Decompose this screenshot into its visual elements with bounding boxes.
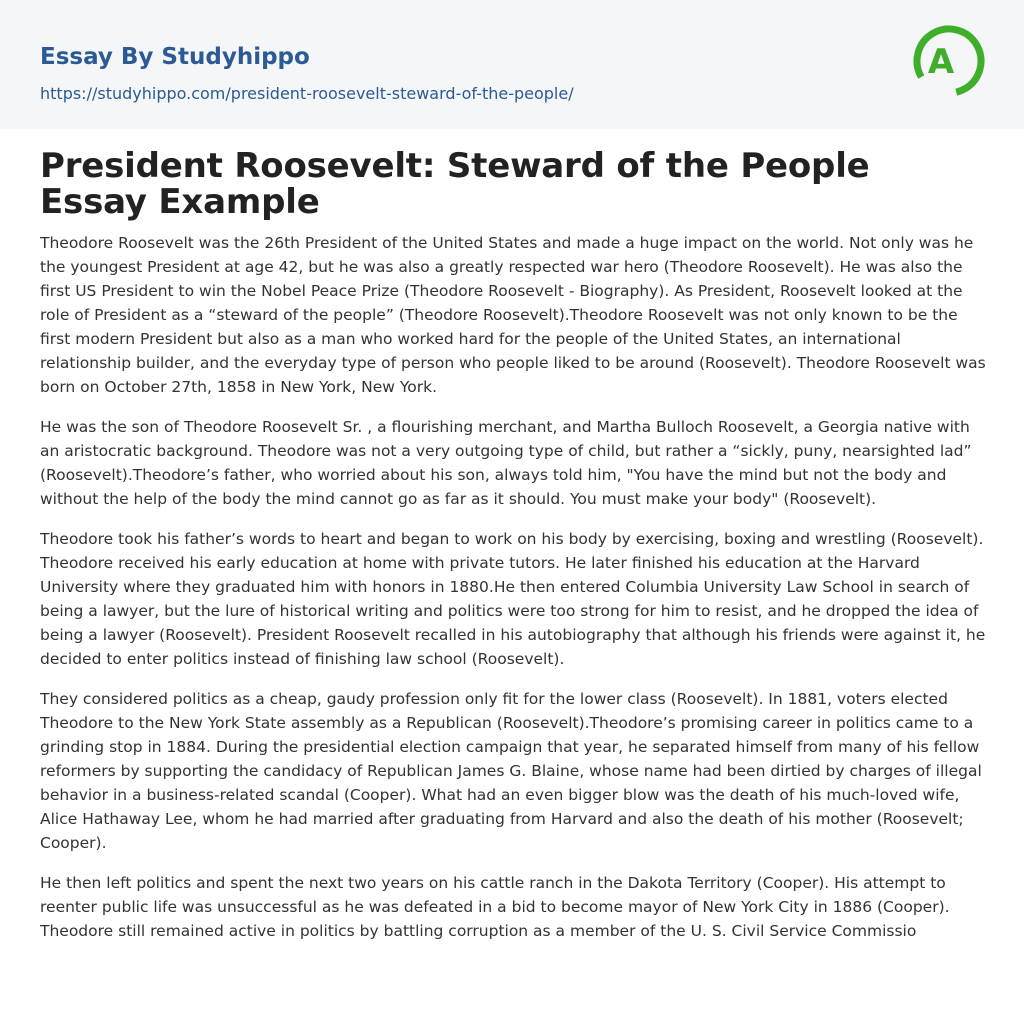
- essay-paragraph: They considered politics as a cheap, gaudy profession only fit for the lower class (Roosevelt). In 1881, voters elected Theodore to the New York State assembly as a Republican (Roosevelt).Theodore’s promising career in politics came to a grinding stop in 1884. During the presidential election campaign that year, he separated himself from many of his fellow reformers by supporting the candidacy of Republican James G. Blaine, whose name had been dirtied by charges of illegal behavior in a business-related scandal (Cooper). What had an even bigger blow was the death of his much-loved wife, Alice Hathaway Lee, whom he had married after graduating from Harvard and also the death of his mother (Roosevelt; Cooper).: [40, 690, 982, 852]
- essay-paragraph: He was the son of Theodore Roosevelt Sr. , a flourishing merchant, and Martha Bulloch Roosevelt, a Georgia native with an aristocratic background. Theodore was not a very outgoing type of child, but rather a “sickly, puny, nearsighted lad” (Roosevelt).Theodore’s father, who worried about his son, always told him, "You have the mind but not the body and without the help of the body the mind cannot go as far as it should. You must make your body" (Roosevelt).: [40, 418, 972, 508]
- site-brand[interactable]: Essay By Studyhippo: [40, 44, 310, 70]
- essay-url-link[interactable]: https://studyhippo.com/president-roosevelt-steward-of-the-people/: [40, 84, 574, 103]
- essay-paragraph: He then left politics and spent the next two years on his cattle ranch in the Dakota Territory (Cooper). His attempt to reenter public life was unsuccessful as he was defeated in a bid to become mayor of New York City in 1886 (Cooper). Theodore still remained active in politics by battling corruption as a member of the U. S. Civil Service Commissio: [40, 874, 950, 940]
- essay-content: [40, 148, 986, 943]
- essay-title: President Roosevelt: Steward of the People Essay Example: [40, 146, 870, 222]
- essay-paragraph: Theodore took his father’s words to heart and began to work on his body by exercising, boxing and wrestling (Roosevelt). Theodore received his early education at home with private tutors. He later finished his education at the Harvard University where they graduated him with honors in 1880.He then entered Columbia University Law School in search of being a lawyer, but the lure of historical writing and politics were too strong for him to resist, and he dropped the idea of being a lawyer (Roosevelt). President Roosevelt recalled in his autobiography that although his friends were against it, he decided to enter politics instead of finishing law school (Roosevelt).: [40, 530, 986, 668]
- studyhippo-logo-icon[interactable]: [912, 19, 986, 105]
- site-header: [0, 0, 1024, 129]
- essay-paragraph: Theodore Roosevelt was the 26th President of the United States and made a huge impact on the world. Not only was he the youngest President at age 42, but he was also a greatly respected war hero (Theodore Roosevelt). He was also the first US President to win the Nobel Peace Prize (Theodore Roosevelt - Biography). As President, Roosevelt looked at the role of President as a “steward of the people” (Theodore Roosevelt).Theodore Roosevelt was not only known to be the first modern President but also as a man who worked hard for the people of the United States, an international relationship builder, and the everyday type of person who people liked to be around (Roosevelt). Theodore Roosevelt was born on October 27th, 1858 in New York, New York.: [40, 234, 986, 396]
- logo-letter: A: [927, 42, 955, 82]
